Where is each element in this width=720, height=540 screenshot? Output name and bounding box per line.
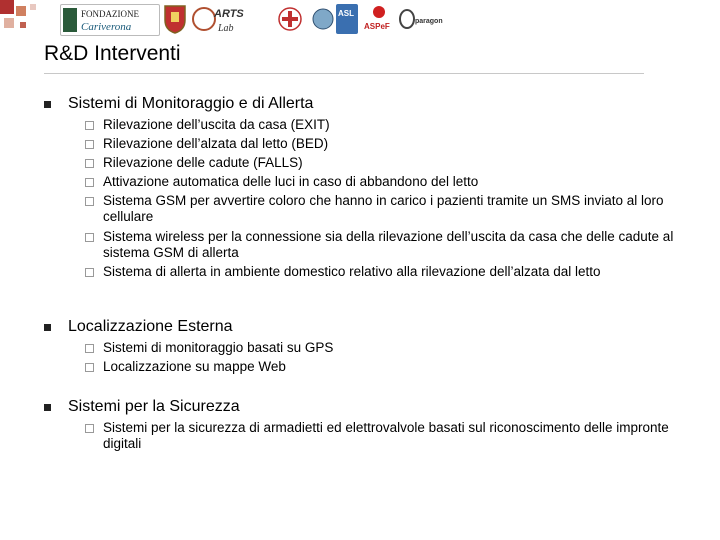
aspef-logo (362, 4, 396, 34)
decorative-squares-icon (0, 0, 60, 40)
list-item: Rilevazione dell’alzata dal letto (BED) (103, 136, 329, 151)
arts-lab-logo (192, 4, 258, 34)
globe-emblem-icon (312, 6, 334, 32)
svg-text:ARTS: ARTS (214, 8, 244, 20)
list-item: Sistema di allerta in ambiente domestico relativo alla rilevazione dell’alzata dal letto (103, 264, 601, 279)
fondazione-cariverona-logo (60, 4, 160, 36)
paragon-logo (398, 4, 450, 34)
logo-bar (0, 0, 460, 38)
section-heading: Sistemi per la Sicurezza (68, 398, 240, 415)
item-checkbox-icon (85, 268, 94, 277)
item-checkbox-icon (85, 140, 94, 149)
section-bullet-icon (44, 404, 51, 411)
list-item: Rilevazione dell’uscita da casa (EXIT) (103, 117, 330, 132)
coat-of-arms-icon (162, 4, 188, 34)
item-checkbox-icon (85, 178, 94, 187)
svg-text:ASPeF: ASPeF (364, 22, 390, 31)
list-item: Sistemi per la sicurezza di armadietti ed elettrovalvole basati sul riconoscimento delle impronte digitali (103, 420, 669, 451)
list-item: Localizzazione su mappe Web (103, 359, 286, 374)
item-checkbox-icon (85, 233, 94, 242)
section-bullet-icon (44, 324, 51, 331)
slide-title: R&D Interventi (44, 42, 181, 65)
list-item: Sistema wireless per la connessione sia della rilevazione dell’uscita da casa che delle cadute al sistema GSM di allerta (103, 229, 674, 260)
section-heading: Sistemi di Monitoraggio e di Allerta (68, 95, 314, 112)
item-checkbox-icon (85, 121, 94, 130)
item-checkbox-icon (85, 363, 94, 372)
svg-text:Cariverona: Cariverona (81, 21, 132, 33)
svg-text:FONDAZIONE: FONDAZIONE (81, 9, 139, 19)
svg-text:ASL: ASL (338, 9, 354, 18)
cross-emblem-icon (276, 6, 304, 32)
section-bullet-icon (44, 101, 51, 108)
item-checkbox-icon (85, 159, 94, 168)
svg-text:Lab: Lab (218, 23, 234, 34)
list-item: Attivazione automatica delle luci in caso di abbandono del letto (103, 174, 479, 189)
asl-logo (336, 4, 358, 34)
item-checkbox-icon (85, 197, 94, 206)
section-heading: Localizzazione Esterna (68, 318, 233, 335)
title-divider (44, 73, 644, 74)
svg-text:paragon: paragon (415, 18, 443, 25)
list-item: Rilevazione delle cadute (FALLS) (103, 155, 303, 170)
list-item: Sistemi di monitoraggio basati su GPS (103, 340, 334, 355)
list-item: Sistema GSM per avvertire coloro che hanno in carico i pazienti tramite un SMS inviato al loro cellulare (103, 193, 664, 224)
item-checkbox-icon (85, 344, 94, 353)
item-checkbox-icon (85, 424, 94, 433)
